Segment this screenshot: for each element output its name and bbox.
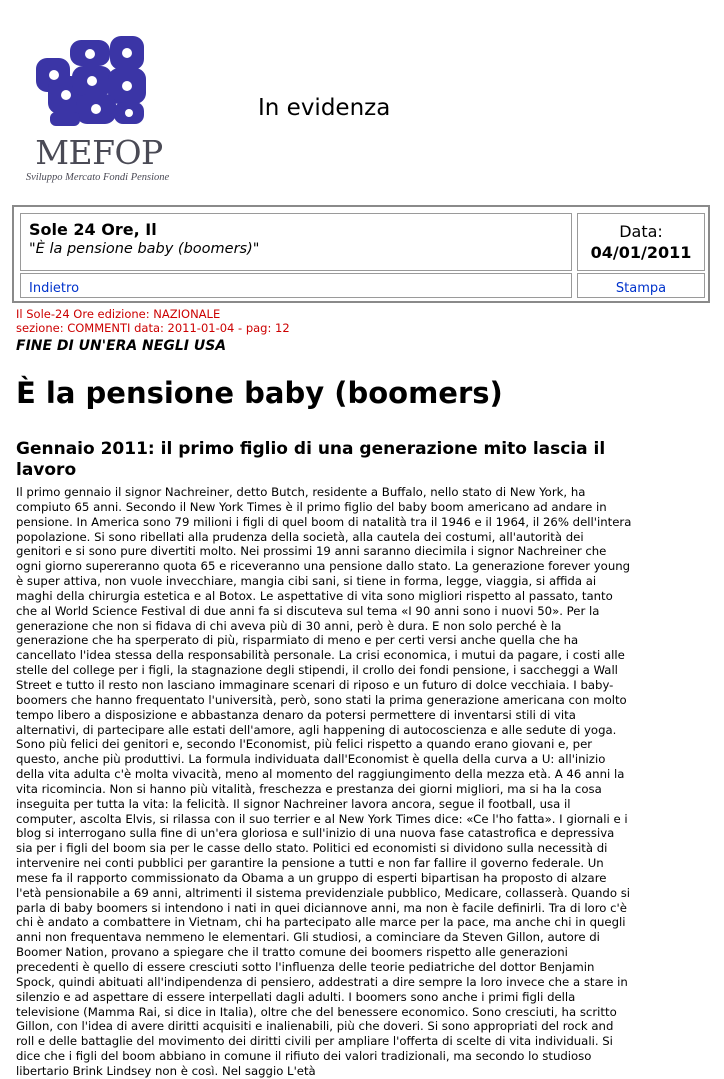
date-label: Data: bbox=[619, 222, 663, 241]
logo-tagline: Sviluppo Mercato Fondi Pensione bbox=[25, 172, 170, 183]
back-link[interactable]: Indietro bbox=[29, 281, 80, 296]
date-value: 04/01/2011 bbox=[590, 243, 692, 262]
logo-wordmark: MEFOP bbox=[35, 133, 163, 172]
print-cell bbox=[577, 273, 705, 298]
article-subheadline: Gennaio 2011: il primo figlio di una generazione mito lascia il lavoro bbox=[16, 439, 606, 480]
article-kicker: FINE DI UN'ERA NEGLI USA bbox=[16, 338, 227, 354]
page-title: In evidenza bbox=[258, 95, 391, 121]
article-info-box bbox=[12, 205, 710, 303]
source-name: Sole 24 Ore, Il bbox=[29, 220, 157, 239]
back-cell bbox=[20, 273, 572, 298]
section-line: sezione: COMMENTI data: 2011-01-04 - pag: 12 bbox=[16, 321, 290, 335]
print-link[interactable]: Stampa bbox=[615, 281, 667, 296]
article-metadata bbox=[16, 307, 290, 335]
date-cell bbox=[577, 213, 705, 271]
mefop-emblem-graphic bbox=[10, 28, 175, 138]
article-title-italic: "È la pensione baby (boomers)" bbox=[29, 241, 260, 257]
edition-line: Il Sole-24 Ore edizione: NAZIONALE bbox=[16, 307, 221, 321]
article-headline: È la pensione baby (boomers) bbox=[16, 376, 503, 410]
article-body: Il primo gennaio il signor Nachreiner, detto Butch, residente a Buffalo, nello stato di New York, ha compiuto 65 anni. Secondo il New York Times è il primo figlio del baby boom americano ad andare in pensione. In America sono 79 milioni i figli di quel boom di natalità tra il 1946 e il 1964, il 26% dell'intera popolazione. Si sono ribellati alla prudenza della società, alla cautela dei costumi, all'autorità dei genitori e si sono pure divertiti molto. Nei prossimi 19 anni saranno diecimila i signor Nachreiner che ogni giorno supereranno quota 65 e riceveranno una pensione dallo stato. La generazione forever young è super attiva, non vuole invecchiare, mangia cibi sani, si tiene in forma, legge, viaggia, si affida ai maghi della chirurgia estetica e al Botox. Le aspettative di vita sono migliori rispetto al passato, tanto che al World Science Festival di due anni fa si discuteva sul tema «I 90 anni sono i nuovi 50». Per la generazione che non si fidava di chi aveva più di 30 anni, però è dura. E non solo perché è la generazione che ha sperperato di più, risparmiato di meno e per certi versi anche quella che ha cancellato l'idea stessa della responsabilità personale. La crisi economica, i mutui da pagare, i costi alle stelle del college per i figli, la stagnazione degli stipendi, il crollo dei fondi pensione, i saccheggi a Wall Street e tutto il resto non lasciano immaginare scenari di riposo e un futuro di dolce vecchiaia. I baby-boomers che hanno frequentato l'università, però, sono stati la prima generazione americana con molto tempo libero a disposizione e abbastanza denaro da potersi permettere di inventarsi stili di vita alternativi, di partecipare alle estati dell'amore, agli happening di autocoscienza e alle sedute di yoga. Sono più felici dei genitori e, secondo l'Economist, più felici rispetto a quando erano giovani e, per questo, anche più produttivi. La formula individuata dall'Economist è quella della curva a U: all'inizio della vita adulta c'è molta vivacità, meno al momento del raggiungimento della mezza età. A 46 anni la vita ricomincia. Non si hanno più vitalità, freschezza e prestanza dei giorni migliori, ma si ha la cosa inseguita per tutta la vita: la felicità. Il signor Nachreiner lavora ancora, segue il football, usa il computer, ascolta Elvis, si rilassa con il suo terrier e al New York Times dice: «Ce l'ho fatta». I giornali e i blog si interrogano sulla fine di un'era gloriosa e sull'inizio di una nuova fase catastrofica e depressiva sia per i figli del boom sia per le casse dello stato. Politici ed economisti si dividono sulla necessità di intervenire nei conti pubblici per garantire la pensione a tutti e non far fallire il governo federale. Un mese fa il rapporto commissionato da Obama a un gruppo di esperti bipartisan ha proposto di alzare l'età pensionabile a 69 anni, altrimenti il sistema previdenziale pubblico, Medicare, collasserà. Quando si parla di baby boomers si intendono i nati in quei diciannove anni, ma non è facile definirli. Tra di loro c'è chi è andato a combattere in Vietnam, chi ha partecipato alle marce per la pace, ma anche chi in quegli anni non frequentava nemmeno le elementari. Gli studiosi, a cominciare da Steven Gillon, autore di Boomer Nation, provano a spiegare che il tratto comune dei boomers rispetto alle generazioni precedenti è quello di essere cresciuti sotto l'influenza delle teorie pediatriche del dottor Benjamin Spock, quindi abituati all'indipendenza di pensiero, addestrati a dire sempre la loro invece che a stare in silenzio e ad aspettare di essere interpellati dagli adulti. I boomers sono anche i primi figli della televisione (Mamma Rai, si dice in Italia), oltre che del benessere economico. Sono cresciuti, ha scritto Gillon, con l'idea di avere diritti acquisiti e inalienabili, più che doveri. Si sono appropriati del rock and roll e delle battaglie del movimento dei diritti civili per ampliare l'offerta di scelte di vita individuali. Si dice che i figli del boom abbiano in comune il rifiuto dei valori tradizionali, ma secondo lo studioso libertario Brink Lindsey non è così. Nel saggio L'età bbox=[16, 485, 632, 1078]
mefop-logo bbox=[10, 28, 175, 186]
article-title-quoted bbox=[29, 240, 571, 258]
source-cell bbox=[20, 213, 572, 271]
